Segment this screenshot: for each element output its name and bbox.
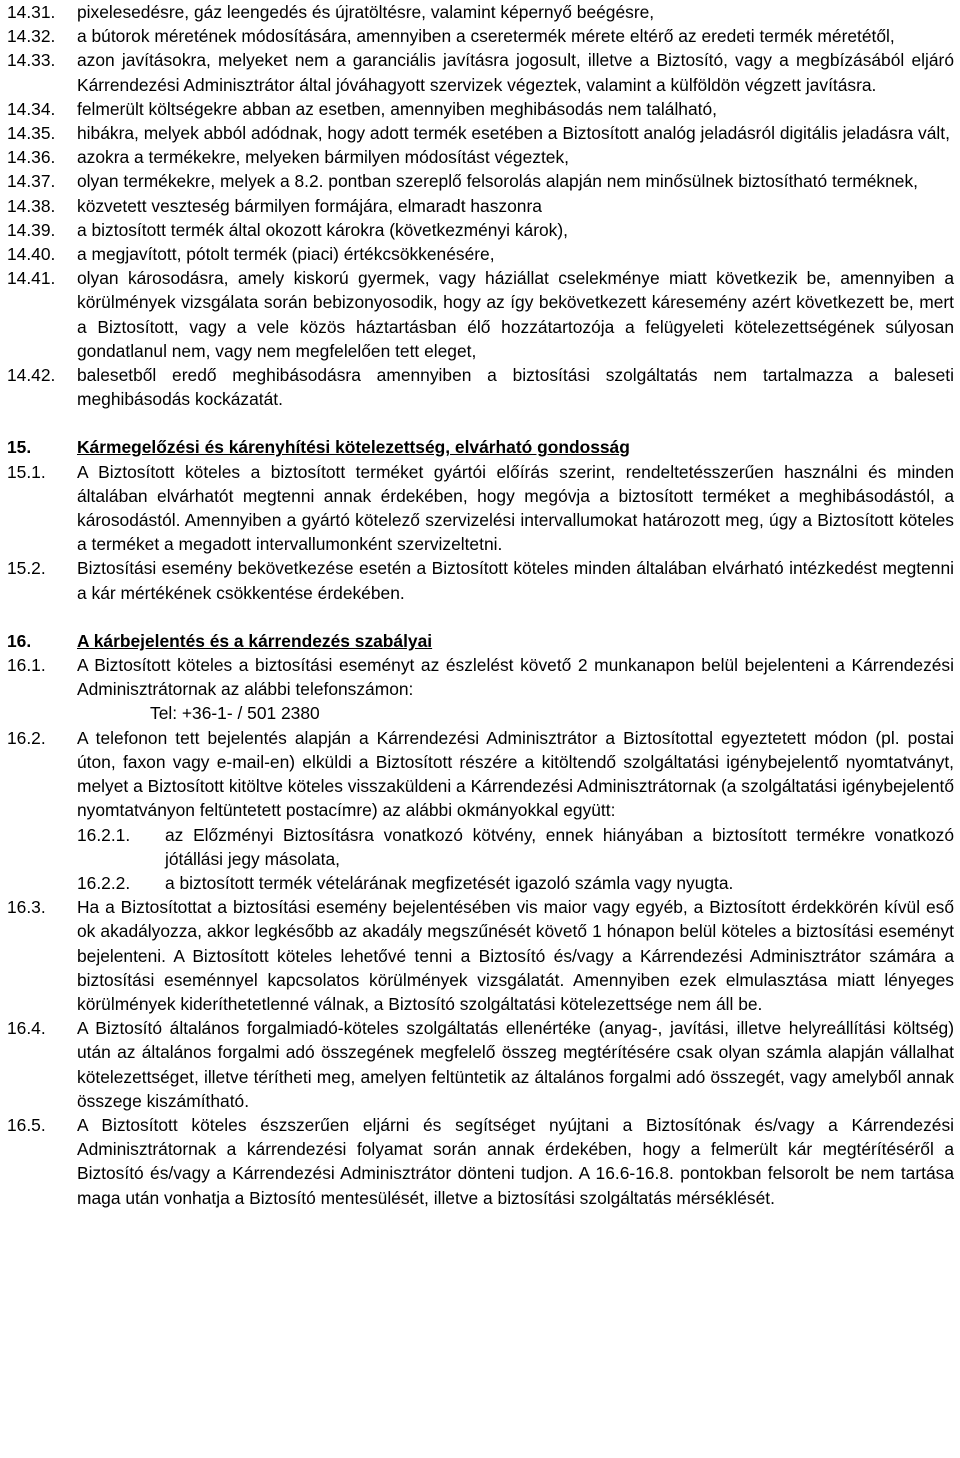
clause-number: 14.36.: [7, 147, 56, 168]
clause-text: hibákra, melyek abból adódnak, hogy adott termék esetében a Biztosított analóg jeladásról digitális jeladásra vált,: [77, 123, 950, 144]
clause-text: a bútorok méretének módosítására, amennyiben a cseretermék mérete eltérő az eredeti termék méretétől,: [77, 26, 895, 47]
clause-item: [7, 0, 954, 24]
clause-number: 16.1.: [7, 655, 46, 676]
clause-16-1: [7, 653, 954, 701]
section-number: 15.: [7, 437, 32, 458]
clause-number: 14.39.: [7, 219, 56, 240]
clause-number: 14.33.: [7, 50, 56, 71]
clause-item: [7, 460, 954, 557]
clause-item: [7, 121, 954, 145]
clause-16-2-subitems: [7, 823, 954, 896]
clause-item: [7, 1113, 954, 1210]
section-title: Kármegelőzési és kárenyhítési kötelezettség, elvárható gondosság: [77, 437, 630, 458]
clause-number: 16.2.1.: [77, 824, 131, 845]
clause-text: Biztosítási esemény bekövetkezése esetén a Biztosított köteles minden általában elvárható intézkedést megtenni a kár mértékének csökkentése érdekében.: [77, 558, 954, 603]
clause-text: A telefonon tett bejelentés alapján a Kárrendezési Adminisztrátor a Biztosítottal egyeztetett módon (pl. postai úton, faxon vagy e-mail-en) elküldi a Biztosított részére a kitöltendő szolgáltatási igénybejelentő nyomtatványt, melyet a Biztosított kitöltve köteles visszaküldeni a Kárrendezési Adminisztrátornak (a szolgáltatási igénybejelentő nyomtatványon feltüntetett postacímre) az alábbi okmányokkal együtt:: [77, 727, 954, 821]
clause-number: 14.35.: [7, 123, 56, 144]
clause-text: a biztosított termék vételárának megfizetését igazoló számla vagy nyugta.: [165, 872, 734, 893]
clause-text: olyan károsodásra, amely kiskorú gyermek, vagy háziállat cselekménye miatt következik be, amennyiben a körülmények vizsgálata során bebizonyosodik, hogy az így bekövetkezett káresemény azért következett be, mert a Biztosított, vagy a vele közös háztartásban élő hozzátartozója a felügyeleti kötelezettségének súlyosan gondatlanul nem, vagy nem megfelelően tett eleget,: [77, 268, 954, 361]
section-number: 16.: [7, 630, 32, 651]
clause-item: [7, 48, 954, 96]
sub-clause-item: [7, 871, 954, 895]
clause-number: 14.41.: [7, 268, 56, 289]
clause-16-2: [7, 726, 954, 823]
clause-text: balesetből eredő meghibásodásra amennyiben a biztosítási szolgáltatás nem tartalmazza a baleseti meghibásodás kockázatát.: [77, 365, 954, 410]
clause-text: A Biztosított köteles a biztosítási eseményt az észlelést követő 2 munkanapon belül bejelenteni a Kárrendezési Adminisztrátornak az alábbi telefonszámon:: [77, 655, 954, 700]
clause-item: [7, 266, 954, 363]
clause-number: 14.40.: [7, 244, 56, 265]
section-15-list: [7, 460, 954, 605]
section-16-list: [7, 895, 954, 1210]
clause-number: 16.2.2.: [77, 872, 131, 893]
clause-number: 14.31.: [7, 2, 56, 22]
clause-item: [7, 24, 954, 48]
clause-text: A Biztosított köteles a biztosított terméket gyártói előírás szerint, rendeltetésszerűen használni és minden általában elvárhatót megtenni annak érdekében, hogy megóvja a biztosított terméket a meghibásodástól, a károsodástól. Amennyiben a gyártó kötelező szervizelési intervallumokat határozott meg, úgy a Biztosított köteles a terméket a megadott intervallumonként szervizeltetni.: [77, 461, 954, 555]
clause-number: 16.5.: [7, 1114, 46, 1135]
clause-text: olyan termékekre, melyek a 8.2. pontban szereplő felsorolás alapján nem minősülnek biztosítható terméknek,: [77, 171, 918, 192]
clause-item: [7, 97, 954, 121]
clause-item: [7, 169, 954, 193]
clause-text: azon javításokra, melyeket nem a garanciális javításra jogosult, illetve a Biztosító, vagy a megbízásából eljáró Kárrendezési Adminisztrátor által jóváhagyott szervizek végeztek, valamint a külföldön végzett javításra.: [77, 50, 954, 95]
clause-item: [7, 218, 954, 242]
phone-number: Tel: +36-1- / 501 2380: [150, 703, 320, 724]
clause-number: 14.38.: [7, 195, 56, 216]
clause-item: [7, 242, 954, 266]
clause-item: [7, 556, 954, 604]
section-title: A kárbejelentés és a kárrendezés szabályai: [77, 630, 433, 651]
clause-text: azokra a termékekre, melyeken bármilyen módosítást végeztek,: [77, 147, 569, 168]
clause-number: 14.37.: [7, 171, 56, 192]
clause-number: 14.32.: [7, 26, 56, 47]
clause-number: 14.42.: [7, 365, 56, 386]
clause-item: [7, 895, 954, 1016]
exclusions-list: [7, 0, 954, 411]
clause-text: A Biztosító általános forgalmiadó-köteles szolgáltatás ellenértéke (anyag-, javítási, illetve helyreállítási költség) után az általános forgalmi adó összegének megfelelő összeg megtérítésére csak olyan számla alapján vállalhat kötelezettséget, illetve térítheti meg, amelyen feltüntetik az általános forgalmi adó összegét, vagy amelyből annak összege kiszámítható.: [77, 1018, 954, 1111]
clause-number: 16.4.: [7, 1018, 46, 1039]
clause-text: a biztosított termék által okozott károkra (következményi károk),: [77, 219, 568, 240]
clause-item: [7, 145, 954, 169]
clause-item: [7, 194, 954, 218]
clause-text: az Előzményi Biztosításra vonatkozó kötvény, ennek hiányában a biztosított termékre vonatkozó jótállási jegy másolata,: [165, 824, 954, 869]
clause-number: 16.3.: [7, 897, 46, 918]
clause-number: 14.34.: [7, 98, 56, 119]
clause-text: a megjavított, pótolt termék (piaci) értékcsökkenésére,: [77, 244, 495, 265]
clause-item: [7, 363, 954, 411]
clause-number: 15.1.: [7, 461, 46, 482]
section-16-heading: [7, 629, 954, 653]
section-15-heading: [7, 435, 954, 459]
clause-text: A Biztosított köteles észszerűen eljárni és segítséget nyújtani a Biztosítónak és/vagy a Kárrendezési Adminisztrátornak a kárrendezési folyamat során annak érdekében, hogy a felmerült kár megtérítéséről a Biztosító és/vagy a Kárrendezési Adminisztrátor dönteni tudjon. A 16.6-16.8. pontokban felsorolt be nem tartása maga után vonhatja a Biztosító mentesülését, illetve a biztosítási szolgáltatás mérséklését.: [77, 1114, 954, 1208]
clause-text: felmerült költségekre abban az esetben, amennyiben meghibásodás nem található,: [77, 98, 717, 119]
sub-clause-item: [7, 823, 954, 871]
clause-number: 16.2.: [7, 727, 46, 748]
clause-text: Ha a Biztosítottat a biztosítási esemény bejelentésében vis maior vagy egyéb, a Biztosított érdekkörén kívül eső ok akadályozza, akkor legkésőbb az akadály megszűnését követő 1 hónapon belül köteles a biztosítási eseményt bejelenteni. A Biztosított köteles lehetővé tenni a Biztosító és/vagy a Kárrendezési Adminisztrátor számára a biztosítási eseménnyel kapcsolatos körülmények vizsgálatát. Amennyiben ezek elmulasztása miatt lényeges körülmények kideríthetetlenné válnak, a Biztosító szolgáltatási kötelezettsége nem áll be.: [77, 897, 954, 1014]
clause-text: közvetett veszteség bármilyen formájára, elmaradt haszonra: [77, 195, 542, 216]
clause-text: pixelesedésre, gáz leengedés és újratöltésre, valamint képernyő beégésre,: [77, 2, 655, 22]
clause-item: [7, 1016, 954, 1113]
clause-number: 15.2.: [7, 558, 46, 579]
